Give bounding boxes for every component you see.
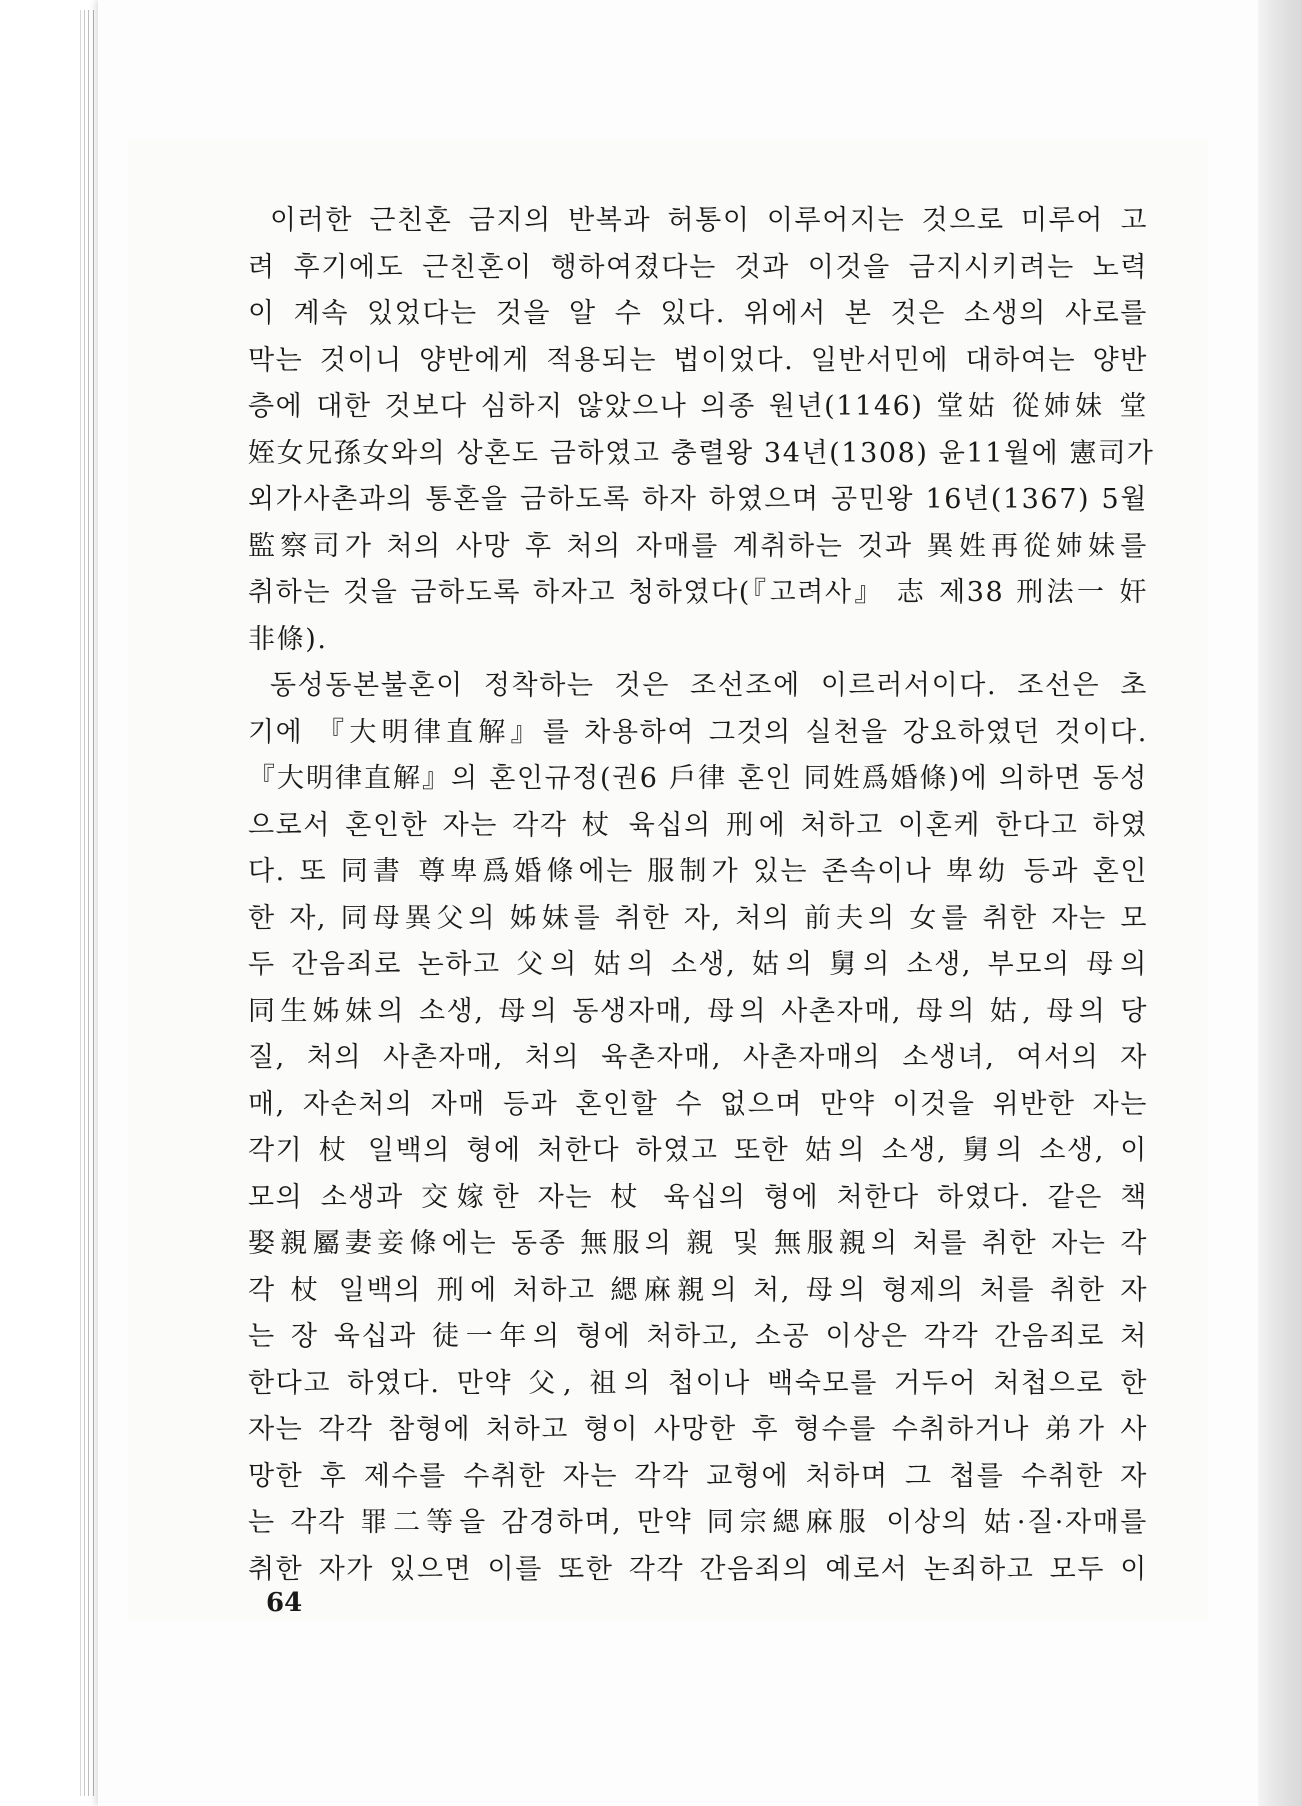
page-gutter-shadow	[1258, 0, 1302, 1806]
page-stack-edge	[84, 10, 85, 1796]
text-line: 는 장 육십과 徒一年의 형에 처하고, 소공 이상은 각각 간음죄로 처	[248, 1321, 1148, 1352]
text-line: 한 자, 同母異父의 姊妹를 취한 자, 처의 前夫의 女를 취한 자는 모	[248, 902, 1148, 934]
text-line: 娶親屬妻妾條에는 동종 無服의 親 및 無服親의 처를 취한 자는 각	[248, 1228, 1148, 1259]
text-line: 으로서 혼인한 자는 각각 杖 육십의 刑에 처하고 이혼케 한다고 하였	[248, 809, 1148, 841]
text-line: 자는 각각 참형에 처하고 형이 사망한 후 형수를 수취하거나 弟가 사	[248, 1414, 1148, 1445]
text-line: 姪女兄孫女와의 상혼도 금하였고 충렬왕 34년(1308) 윤11월에 憲司가	[248, 437, 1155, 469]
text-line: 모의 소생과 交嫁한 자는 杖 육십의 형에 처한다 하였다. 같은 책	[248, 1181, 1148, 1213]
page-number: 64	[266, 1588, 303, 1618]
text-line: 각기 杖 일백의 형에 처한다 하였고 또한 姑의 소생, 舅의 소생, 이	[248, 1135, 1148, 1166]
text-line: 非條).	[248, 623, 328, 655]
text-line: 매, 자손처의 자매 등과 혼인할 수 없으며 만약 이것을 위반한 자는	[248, 1088, 1148, 1120]
text-line: 기에 『大明律直解』를 차용하여 그것의 실천을 강요하였던 것이다.	[248, 716, 1148, 748]
page-stack-edge	[93, 10, 94, 1796]
paragraph-1	[248, 198, 1155, 663]
text-line: 한다고 하였다. 만약 父, 祖의 첩이나 백숙모를 거두어 처첩으로 한	[248, 1367, 1148, 1399]
body-text	[248, 198, 1155, 1593]
page-stack-edge	[80, 10, 81, 1796]
text-line: 망한 후 제수를 수취한 자는 각각 교형에 처하며 그 첩를 수취한 자	[248, 1460, 1148, 1492]
text-line: 동성동본불혼이 정착하는 것은 조선조에 이르러서이다. 조선은 초	[270, 670, 1148, 701]
text-line: 질, 처의 사촌자매, 처의 육촌자매, 사촌자매의 소생녀, 여서의 자	[248, 1042, 1148, 1073]
text-line: 이 계속 있었다는 것을 알 수 있다. 위에서 본 것은 소생의 사로를	[248, 298, 1148, 329]
text-line: 이러한 근친혼 금지의 반복과 허통이 이루어지는 것으로 미루어 고	[270, 205, 1148, 236]
text-line: 취하는 것을 금하도록 하자고 청하였다(『고려사』 志 제38 刑法一 奸	[248, 577, 1148, 608]
text-line: 다. 또 同書 尊卑爲婚條에는 服制가 있는 존속이나 卑幼 등과 혼인	[248, 856, 1148, 887]
text-line: 각 杖 일백의 刑에 처하고 緦麻親의 처, 母의 형제의 처를 취한 자	[248, 1274, 1148, 1306]
text-line: 층에 대한 것보다 심하지 않았으나 의종 원년(1146) 堂姑 從姉妹 堂	[248, 391, 1148, 422]
text-line: 려 후기에도 근친혼이 행하여졌다는 것과 이것을 금지시키려는 노력	[248, 251, 1148, 283]
text-line: 두 간음죄로 논하고 父의 姑의 소생, 姑의 舅의 소생, 부모의 母의	[248, 949, 1148, 980]
text-line: 는 각각 罪二等을 감경하며, 만약 同宗緦麻服 이상의 姑·질·자매를	[248, 1507, 1148, 1538]
paragraph-2	[248, 663, 1148, 1593]
text-line: 同生姊妹의 소생, 母의 동생자매, 母의 사촌자매, 母의 姑, 母의 당	[248, 995, 1148, 1027]
text-line: 막는 것이니 양반에게 적용되는 법이었다. 일반서민에 대하여는 양반	[248, 344, 1148, 376]
text-line: 『大明律直解』의 혼인규정(권6 戶律 혼인 同姓爲婚條)에 의하면 동성	[248, 763, 1148, 794]
text-line: 監察司가 처의 사망 후 처의 자매를 계취하는 것과 異姓再從姉妹를	[248, 530, 1148, 562]
text-line: 외가사촌과의 통혼을 금하도록 하자 하였으며 공민왕 16년(1367) 5월	[248, 484, 1148, 515]
page-stack-edge	[88, 10, 89, 1796]
text-line: 취한 자가 있으면 이를 또한 각각 간음죄의 예로서 논죄하고 모두 이	[248, 1553, 1148, 1585]
